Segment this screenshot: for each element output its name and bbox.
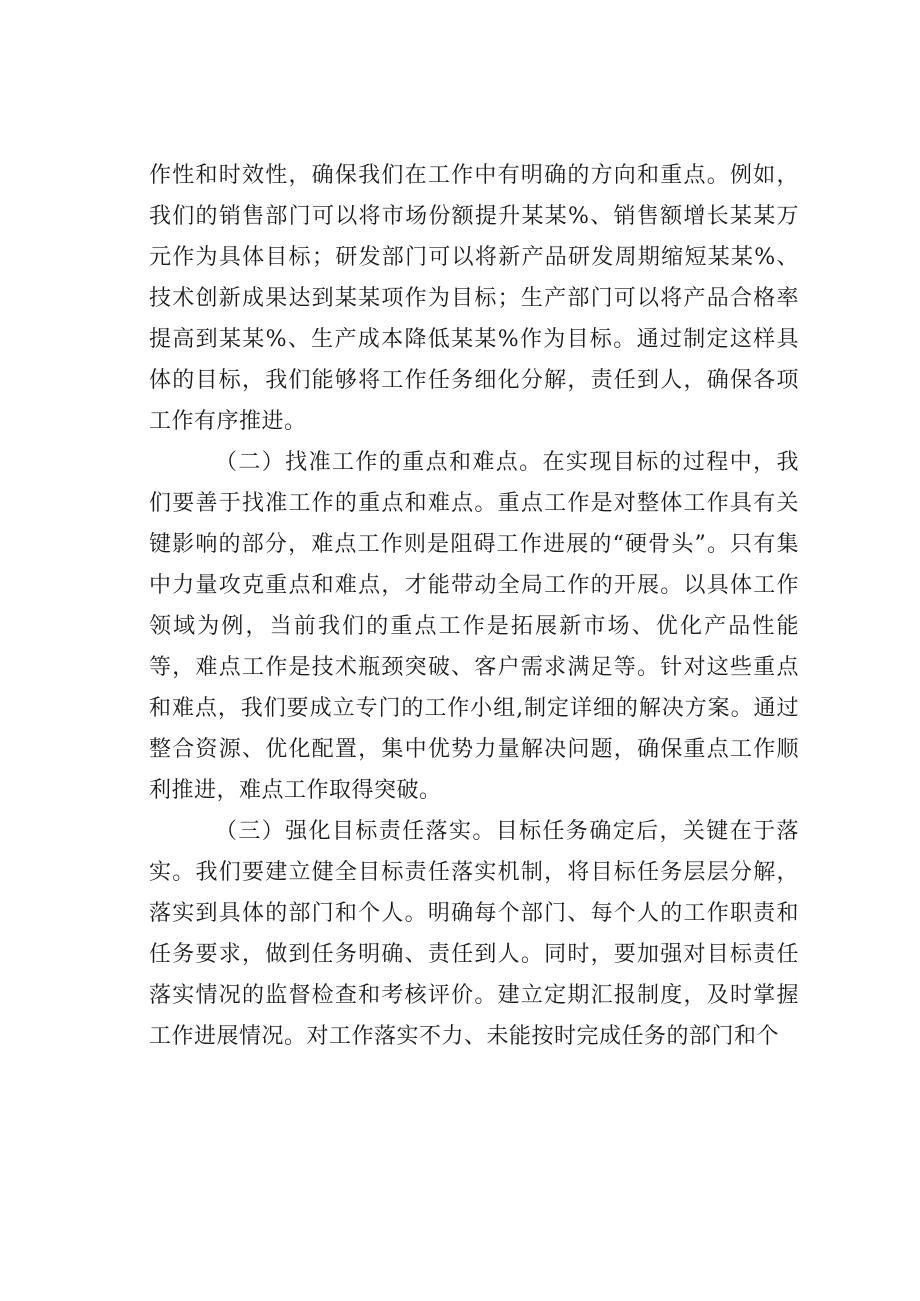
paragraph-continuation: 作性和时效性，确保我们在工作中有明确的方向和重点。例如，我们的销售部门可以将市场份额提升某某%、销售额增长某某万元作为具体目标；研发部门可以将新产品研发周期缩短某某%、技术创新成果达到某某项作为目标；生产部门可以将产品合格率提高到某某%、生产成本降低某某%作为目标。通过制定这样具体的目标，我们能够将工作任务细化分解，责任到人，确保各项工作有序推进。 <box>149 163 799 434</box>
paragraph-section-two: （二）找准工作的重点和难点。在实现目标的过程中，我们要善于找准工作的重点和难点。重点工作是对整体工作具有关键影响的部分，难点工作则是阻碍工作进展的“硬骨头”。只有集中力量攻克重点和难点，才能带动全局工作的开展。以具体工作领域为例，当前我们的重点工作是拓展新市场、优化产品性能等，难点工作是技术瓶颈突破、客户需求满足等。针对这些重点和难点，我们要成立专门的工作小组,制定详细的解决方案。通过整合资源、优化配置，集中优势力量解决问题，确保重点工作顺利推进，难点工作取得突破。 <box>149 450 799 803</box>
document-body <box>149 155 799 1057</box>
paragraph-section-three: （三）强化目标责任落实。目标任务确定后，关键在于落实。我们要建立健全目标责任落实机制，将目标任务层层分解，落实到具体的部门和个人。明确每个部门、每个人的工作职责和任务要求，做到任务明确、责任到人。同时，要加强对目标责任落实情况的监督检查和考核评价。建立定期汇报制度，及时掌握工作进展情况。对工作落实不力、未能按时完成任务的部门和个 <box>149 819 799 1049</box>
